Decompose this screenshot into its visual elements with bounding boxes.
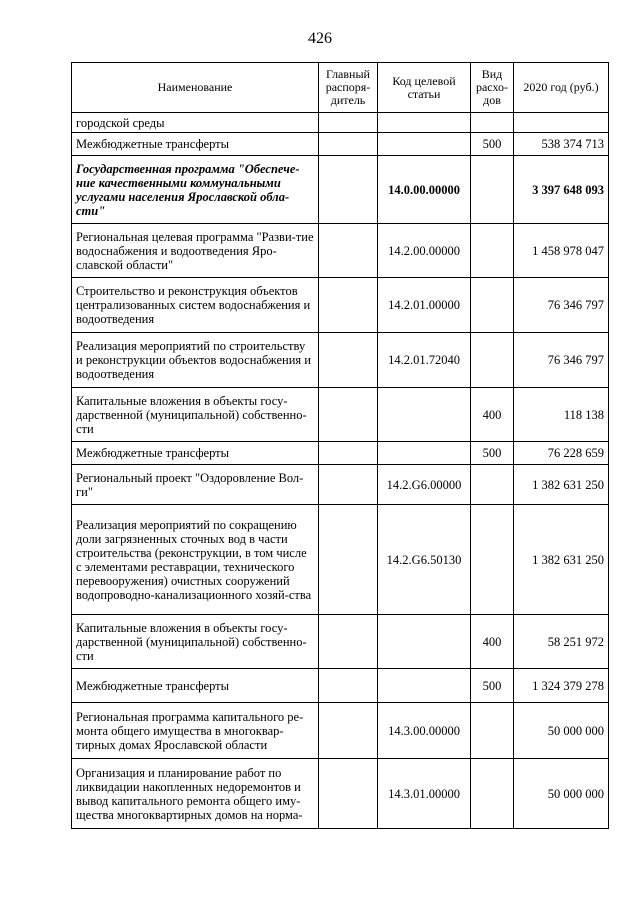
budget-table [71, 62, 609, 829]
table-row [72, 224, 609, 278]
row-sum: 50 000 000 [514, 703, 609, 759]
header-code: Код целевой статьи [378, 63, 471, 113]
row-vid: 400 [471, 615, 514, 669]
table-row [72, 278, 609, 333]
row-vid [471, 505, 514, 615]
row-sum: 1 382 631 250 [514, 465, 609, 505]
row-code: 14.2.01.72040 [378, 333, 471, 388]
row-vid [471, 465, 514, 505]
row-name: Региональный проект "Оздоровление Вол-ги" [72, 465, 319, 505]
table-row [72, 703, 609, 759]
row-vid [471, 278, 514, 333]
row-code [378, 133, 471, 156]
row-name: Капитальные вложения в объекты госу-дарственной (муниципальной) собственно-сти [72, 388, 319, 442]
row-sum: 118 138 [514, 388, 609, 442]
table-row [72, 669, 609, 703]
row-sum: 3 397 648 093 [514, 156, 609, 224]
row-vid: 400 [471, 388, 514, 442]
row-glavny [319, 505, 378, 615]
row-name: Межбюджетные трансферты [72, 669, 319, 703]
row-name: Реализация мероприятий по строительству и реконструкции объектов водоснабжения и водоотведения [72, 333, 319, 388]
table-row [72, 388, 609, 442]
table-row [72, 333, 609, 388]
row-vid: 500 [471, 669, 514, 703]
table-row [72, 505, 609, 615]
row-glavny [319, 759, 378, 829]
table-row [72, 113, 609, 133]
row-sum: 76 228 659 [514, 442, 609, 465]
row-glavny [319, 278, 378, 333]
row-sum: 1 324 379 278 [514, 669, 609, 703]
table-row [72, 465, 609, 505]
table-header-row [72, 63, 609, 113]
page-number: 426 [308, 30, 332, 47]
row-code [378, 669, 471, 703]
table-row [72, 442, 609, 465]
row-glavny [319, 669, 378, 703]
row-vid [471, 113, 514, 133]
row-code: 14.2.01.00000 [378, 278, 471, 333]
row-name: Межбюджетные трансферты [72, 442, 319, 465]
row-sum: 76 346 797 [514, 333, 609, 388]
row-code [378, 113, 471, 133]
row-code: 14.2.00.00000 [378, 224, 471, 278]
row-glavny [319, 224, 378, 278]
row-glavny [319, 333, 378, 388]
row-glavny [319, 156, 378, 224]
row-name: Региональная целевая программа "Разви-тие водоснабжения и водоотведения Яро-славской области" [72, 224, 319, 278]
table-row [72, 615, 609, 669]
row-vid: 500 [471, 133, 514, 156]
table-row [72, 759, 609, 829]
row-sum: 76 346 797 [514, 278, 609, 333]
row-vid [471, 224, 514, 278]
row-code [378, 388, 471, 442]
row-glavny [319, 133, 378, 156]
header-name: Наименование [72, 63, 319, 113]
row-name: Государственная программа "Обеспече-ние качественными коммунальными услугами населения Ярославской обла-сти" [72, 156, 319, 224]
row-sum [514, 113, 609, 133]
row-code: 14.0.00.00000 [378, 156, 471, 224]
header-glavny: Главный распоря-дитель [319, 63, 378, 113]
row-code: 14.3.00.00000 [378, 703, 471, 759]
row-code: 14.3.01.00000 [378, 759, 471, 829]
row-sum: 1 382 631 250 [514, 505, 609, 615]
row-glavny [319, 113, 378, 133]
row-vid [471, 333, 514, 388]
row-sum: 538 374 713 [514, 133, 609, 156]
row-name: городской среды [72, 113, 319, 133]
row-glavny [319, 615, 378, 669]
row-vid [471, 156, 514, 224]
row-sum: 1 458 978 047 [514, 224, 609, 278]
row-code [378, 615, 471, 669]
row-name: Региональная программа капитального ре-монта общего имущества в многоквар-тирных домах Ярославской области [72, 703, 319, 759]
row-code: 14.2.G6.50130 [378, 505, 471, 615]
row-name: Капитальные вложения в объекты госу-дарственной (муниципальной) собственно-сти [72, 615, 319, 669]
row-name: Реализация мероприятий по сокращению доли загрязненных сточных вод в части строительства (реконструкции, в том числе с элементами реставрации, технического перевооружения) очистных сооружений водопроводно-канализационного хозяй-ства [72, 505, 319, 615]
table-row [72, 156, 609, 224]
row-code [378, 442, 471, 465]
row-sum: 50 000 000 [514, 759, 609, 829]
row-vid: 500 [471, 442, 514, 465]
table-row [72, 133, 609, 156]
row-vid [471, 759, 514, 829]
row-vid [471, 703, 514, 759]
row-name: Строительство и реконструкция объектов централизованных систем водоснабжения и водоотведения [72, 278, 319, 333]
header-sum: 2020 год (руб.) [514, 63, 609, 113]
row-sum: 58 251 972 [514, 615, 609, 669]
row-name: Организация и планирование работ по ликвидации накопленных недоремонтов и вывод капитального ремонта общего иму-щества многоквартирных домов на норма- [72, 759, 319, 829]
row-glavny [319, 703, 378, 759]
header-vid: Вид расхо-дов [471, 63, 514, 113]
row-name: Межбюджетные трансферты [72, 133, 319, 156]
row-code: 14.2.G6.00000 [378, 465, 471, 505]
row-glavny [319, 442, 378, 465]
row-glavny [319, 465, 378, 505]
row-glavny [319, 388, 378, 442]
